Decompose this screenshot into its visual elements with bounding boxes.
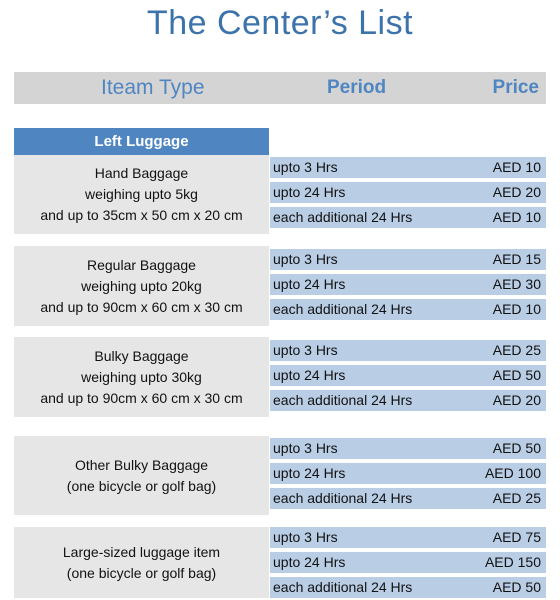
rate-row	[270, 488, 546, 509]
rate-row	[270, 438, 546, 459]
rate-period: upto 24 Hrs	[273, 276, 346, 292]
category-description: Bulky Baggage weighing upto 30kg and up to 90cm x 60 cm x 30 cm	[40, 347, 243, 406]
section-heading-left-luggage: Left Luggage	[14, 128, 269, 155]
rate-price: AED 50	[492, 579, 541, 595]
rate-period: upto 24 Hrs	[273, 554, 346, 570]
rate-row	[270, 577, 546, 598]
rate-price: AED 50	[492, 367, 541, 383]
period-header: Period	[327, 77, 387, 98]
category-other-bulky-baggage	[14, 436, 269, 515]
rate-period: upto 24 Hrs	[273, 367, 346, 383]
rate-row	[270, 463, 546, 484]
rate-price: AED 100	[484, 465, 541, 481]
page-title: The Center’s List	[146, 4, 414, 42]
rate-row	[270, 157, 546, 178]
rate-row	[270, 299, 546, 320]
rate-price: AED 10	[492, 301, 541, 317]
rate-period: each additional 24 Hrs	[273, 301, 413, 317]
rate-price: AED 25	[492, 342, 541, 358]
rate-row	[270, 182, 546, 203]
category-bulky-baggage	[14, 337, 269, 417]
rate-period: each additional 24 Hrs	[273, 209, 413, 225]
rate-price: AED 20	[492, 184, 541, 200]
category-large-sized-luggage	[14, 527, 269, 598]
rate-period: upto 3 Hrs	[273, 159, 338, 175]
category-description: Other Bulky Baggage (one bicycle or golf bag)	[66, 456, 217, 494]
rate-period: upto 3 Hrs	[273, 529, 338, 545]
rate-row	[270, 552, 546, 573]
rate-period: each additional 24 Hrs	[273, 579, 413, 595]
rate-period: each additional 24 Hrs	[273, 392, 413, 408]
table-header	[14, 72, 546, 104]
rate-price: AED 75	[492, 529, 541, 545]
rate-row	[270, 340, 546, 361]
item-type-header: Iteam Type	[101, 76, 205, 99]
rate-price: AED 10	[492, 209, 541, 225]
rate-row	[270, 274, 546, 295]
rate-period: upto 24 Hrs	[273, 184, 346, 200]
rate-price: AED 25	[492, 490, 541, 506]
rate-price: AED 30	[492, 276, 541, 292]
rate-row	[270, 365, 546, 386]
rate-period: each additional 24 Hrs	[273, 490, 413, 506]
rate-row	[270, 390, 546, 411]
rate-price: AED 50	[492, 440, 541, 456]
rate-price: AED 20	[492, 392, 541, 408]
rate-period: upto 24 Hrs	[273, 465, 346, 481]
category-description: Hand Baggage weighing upto 5kg and up to 35cm x 50 cm x 20 cm	[40, 165, 243, 223]
rate-period: upto 3 Hrs	[273, 251, 338, 267]
rate-price: AED 15	[492, 251, 541, 267]
category-regular-baggage	[14, 246, 269, 326]
category-description: Large-sized luggage item (one bicycle or golf bag)	[62, 543, 221, 581]
category-hand-baggage	[14, 155, 269, 234]
rate-price: AED 150	[484, 554, 541, 570]
rate-row	[270, 249, 546, 270]
rate-price: AED 10	[492, 159, 541, 175]
rate-row	[270, 207, 546, 228]
price-header: Price	[492, 77, 539, 98]
rate-period: upto 3 Hrs	[273, 342, 338, 358]
rate-period: upto 3 Hrs	[273, 440, 338, 456]
category-description: Regular Baggage weighing upto 20kg and up to 90cm x 60 cm x 30 cm	[40, 256, 243, 315]
rate-row	[270, 527, 546, 548]
